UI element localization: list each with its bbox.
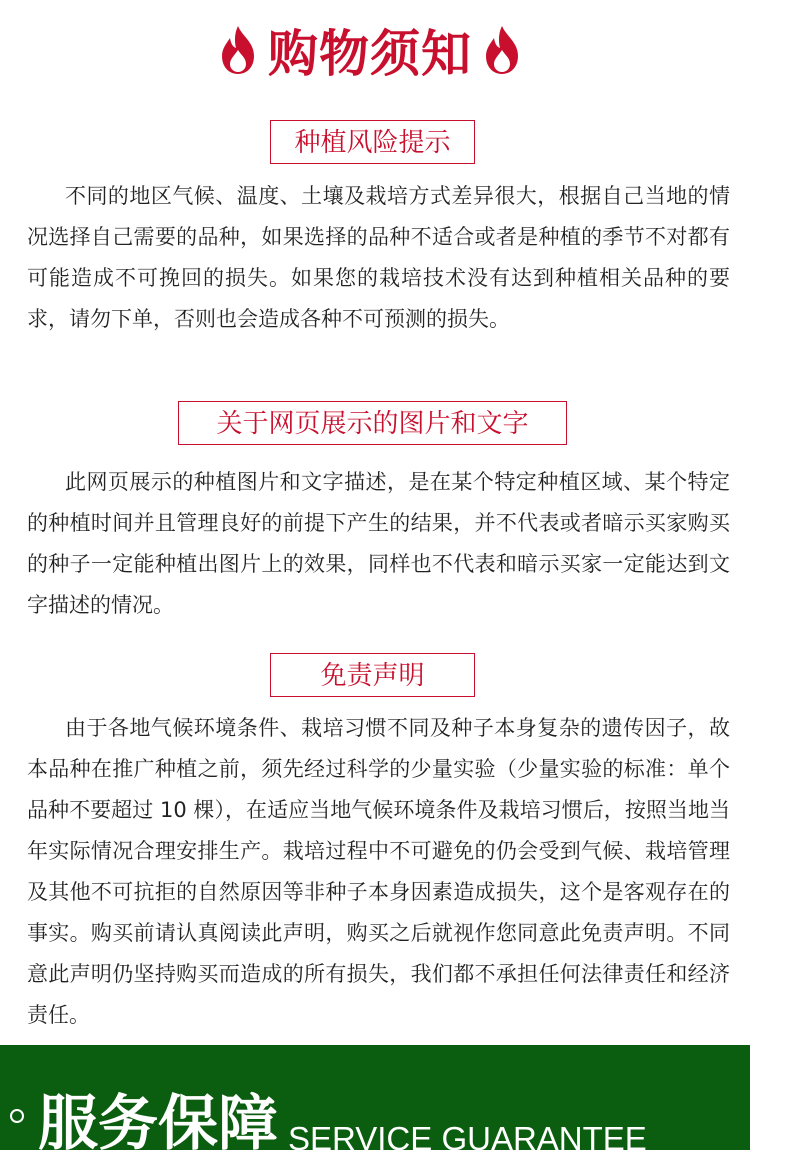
page-header bbox=[0, 10, 740, 90]
page-title: 购物须知 bbox=[268, 25, 472, 83]
section-text-planting-risk: 不同的地区气候、温度、土壤及栽培方式差异很大，根据自己当地的情况选择自己需要的品种，如果选择的品种不适合或者是种植的季节不对都有可能造成不可挽回的损失。如果您的栽培技术没有达到种植相关品种的要求，请勿下单，否则也会造成各种不可预测的损失。 bbox=[27, 184, 730, 331]
fire-icon bbox=[480, 24, 524, 76]
section-text-disclaimer: 由于各地气候环境条件、栽培习惯不同及种子本身复杂的遗传因子，故本品种在推广种植之前，须先经过科学的少量实验（少量实验的标准：单个品种不要超过 10 棵），在适应当地气候环境条件及栽培习惯后，按照当地当年实际情况合理安排生产。栽培过程中不可避免的仍会受到气候、栽培管理及其他不可抗拒的自然原因等非种子本身因素造成损失，这个是客观存在的事实。购买前请认真阅读此声明，购买之后就视作您同意此免责声明。不同意此声明仍坚持购买而造成的所有损失，我们都不承担任何法律责任和经济责任。 bbox=[27, 716, 730, 1027]
circle-icon bbox=[10, 1109, 24, 1123]
section-title-disclaimer: 免责声明 bbox=[270, 653, 475, 697]
section-text-images-and-text: 此网页展示的种植图片和文字描述，是在某个特定种植区域、某个特定的种植时间并且管理良好的前提下产生的结果，并不代表或者暗示买家购买的种子一定能种植出图片上的效果，同样也不代表和暗示买家一定能达到文字描述的情况。 bbox=[27, 470, 730, 617]
service-title-en: SERVICE GUARANTEE bbox=[288, 1120, 647, 1150]
service-guarantee-banner bbox=[0, 1045, 750, 1150]
section-title-images-and-text: 关于网页展示的图片和文字 bbox=[178, 401, 567, 445]
service-title-cn: 服务保障 bbox=[38, 1089, 278, 1150]
fire-icon bbox=[216, 24, 260, 76]
section-title-planting-risk: 种植风险提示 bbox=[270, 120, 475, 164]
